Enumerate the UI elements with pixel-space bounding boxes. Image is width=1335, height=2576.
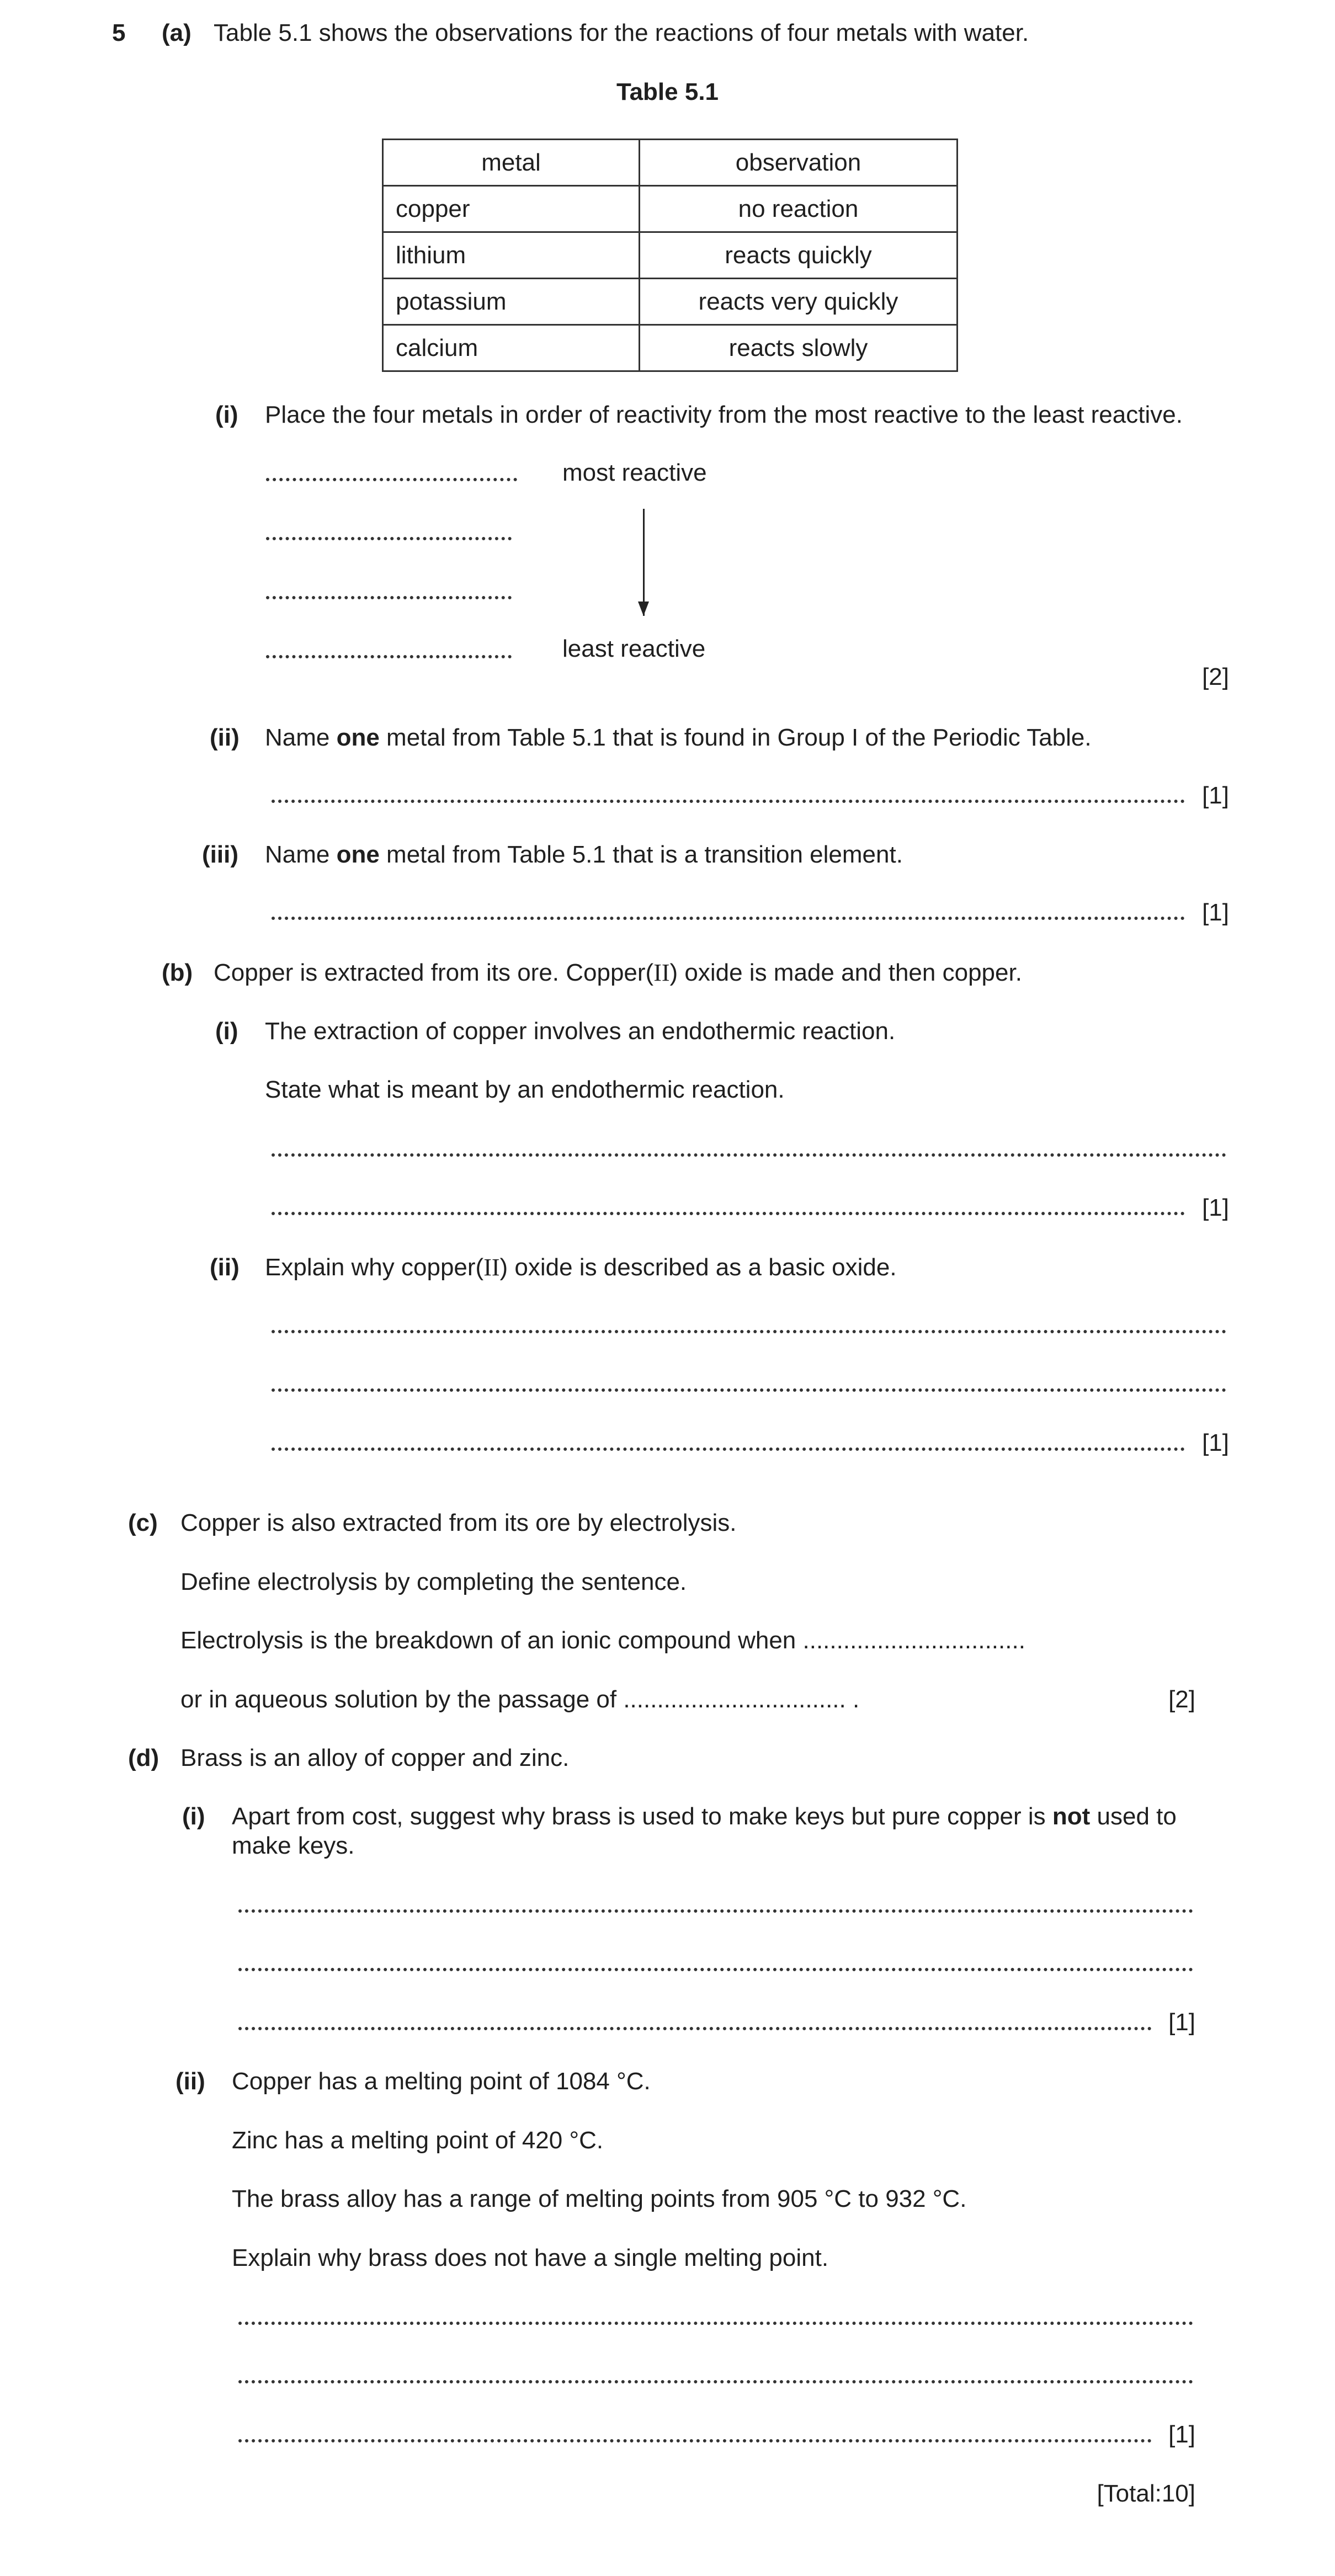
- part-d-ii-line1: Copper has a melting point of 1084 °C.: [232, 2068, 651, 2095]
- table-header-row: [383, 140, 958, 186]
- marks-b-ii: [1]: [1202, 1429, 1229, 1456]
- part-a-label: (a): [162, 19, 192, 46]
- table-row: [383, 232, 958, 279]
- answer-line-3[interactable]: [266, 596, 512, 599]
- part-d-ii-line3: The brass alloy has a range of melting points from 905 °C to 932 °C.: [232, 2185, 967, 2212]
- answer-line[interactable]: [238, 1909, 1193, 1913]
- marks-a-iii: [1]: [1202, 899, 1229, 926]
- answer-line[interactable]: [238, 2027, 1152, 2030]
- observation-cell: no reaction: [640, 186, 958, 232]
- answer-line[interactable]: [272, 1388, 1226, 1392]
- answer-line[interactable]: [272, 1447, 1185, 1451]
- part-d-i-text-line2: make keys.: [232, 1832, 355, 1859]
- least-reactive-label: least reactive: [562, 635, 706, 662]
- answer-line-most-reactive[interactable]: [266, 478, 517, 481]
- table-row: [383, 186, 958, 232]
- header-observation: observation: [640, 140, 958, 186]
- question-number: 5: [112, 19, 126, 46]
- part-c-line3[interactable]: Electrolysis is the breakdown of an ionic compound when .................................: [180, 1627, 1025, 1654]
- metal-cell: lithium: [383, 232, 640, 279]
- part-b-i-text2: State what is meant by an endothermic reaction.: [265, 1076, 785, 1103]
- table-title: Table 5.1: [616, 78, 719, 105]
- marks-d-ii: [1]: [1168, 2421, 1195, 2448]
- marks-b-i: [1]: [1202, 1194, 1229, 1221]
- part-a-iii-text: Name one metal from Table 5.1 that is a transition element.: [265, 841, 903, 868]
- answer-line-2[interactable]: [266, 537, 512, 540]
- part-c-line4[interactable]: or in aqueous solution by the passage of ................................. .: [180, 1686, 860, 1713]
- part-c-line2: Define electrolysis by completing the sentence.: [180, 1568, 687, 1595]
- header-metal: metal: [383, 140, 640, 186]
- answer-line[interactable]: [238, 2380, 1193, 2383]
- marks-d-i: [1]: [1168, 2009, 1195, 2036]
- part-c-line1: Copper is also extracted from its ore by electrolysis.: [180, 1509, 737, 1536]
- answer-line[interactable]: [238, 1968, 1193, 1971]
- part-c-label: (c): [128, 1509, 158, 1536]
- most-reactive-label: most reactive: [562, 459, 707, 486]
- marks-c: [2]: [1168, 1686, 1195, 1713]
- part-d-label: (d): [128, 1744, 159, 1771]
- answer-line-least-reactive[interactable]: [266, 655, 512, 658]
- marks-a-ii: [1]: [1202, 782, 1229, 809]
- part-d-ii-line4: Explain why brass does not have a single melting point.: [232, 2244, 829, 2271]
- observation-cell: reacts very quickly: [640, 279, 958, 325]
- part-b-i-text1: The extraction of copper involves an endothermic reaction.: [265, 1018, 896, 1045]
- part-a-iii-label: (iii): [202, 841, 238, 868]
- part-a-i-text: Place the four metals in order of reactivity from the most reactive to the least reactive.: [265, 401, 1183, 428]
- observation-cell: reacts slowly: [640, 325, 958, 371]
- answer-line[interactable]: [272, 1153, 1226, 1157]
- total-marks: [Total:10]: [1097, 2480, 1195, 2507]
- part-d-stem: Brass is an alloy of copper and zinc.: [180, 1744, 570, 1771]
- part-b-i-label: (i): [215, 1018, 238, 1045]
- metal-cell: calcium: [383, 325, 640, 371]
- part-d-i-text: Apart from cost, suggest why brass is used to make keys but pure copper is not used to: [232, 1803, 1177, 1830]
- part-b-stem: Copper is extracted from its ore. Copper(II) oxide is made and then copper.: [214, 959, 1022, 986]
- part-a-i-label: (i): [215, 401, 238, 428]
- answer-line[interactable]: [272, 1330, 1226, 1333]
- answer-line[interactable]: [238, 2439, 1152, 2442]
- part-b-ii-text: Explain why copper(II) oxide is described as a basic oxide.: [265, 1254, 897, 1281]
- reactivity-table: [382, 139, 958, 372]
- metal-cell: copper: [383, 186, 640, 232]
- answer-line[interactable]: [238, 2322, 1193, 2325]
- observation-cell: reacts quickly: [640, 232, 958, 279]
- part-d-ii-line2: Zinc has a melting point of 420 °C.: [232, 2127, 604, 2154]
- table-row: [383, 325, 958, 371]
- answer-line[interactable]: [272, 917, 1185, 920]
- part-a-ii-text: Name one metal from Table 5.1 that is found in Group I of the Periodic Table.: [265, 724, 1092, 751]
- answer-line[interactable]: [272, 800, 1185, 803]
- part-d-ii-label: (ii): [175, 2068, 205, 2095]
- table-row: [383, 279, 958, 325]
- part-a-ii-label: (ii): [210, 724, 240, 751]
- part-b-label: (b): [162, 959, 193, 986]
- part-a-stem: Table 5.1 shows the observations for the reactions of four metals with water.: [214, 19, 1029, 46]
- part-b-ii-label: (ii): [210, 1254, 240, 1281]
- metal-cell: potassium: [383, 279, 640, 325]
- answer-line[interactable]: [272, 1212, 1185, 1215]
- marks-a-i: [2]: [1202, 663, 1229, 690]
- reactivity-arrow-line: [643, 509, 645, 616]
- arrow-head-icon: [638, 602, 649, 616]
- part-d-i-label: (i): [182, 1803, 205, 1830]
